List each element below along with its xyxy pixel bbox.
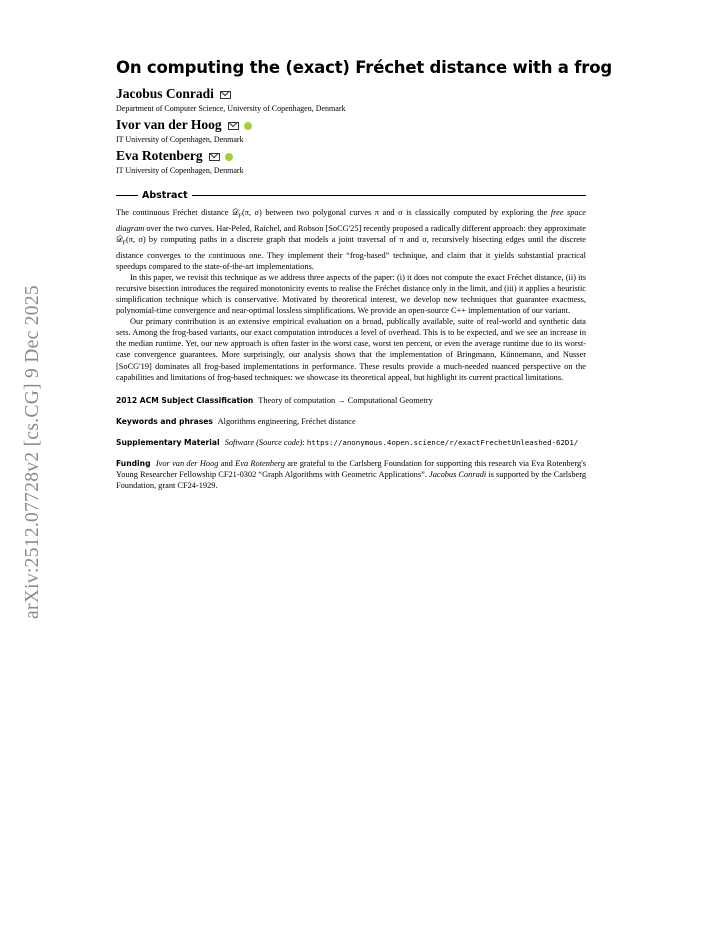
keywords-label: Keywords and phrases <box>116 416 213 426</box>
supplementary-material: Supplementary Material Software (Source code): https://anonymous.4open.science/r/exactFrechetUnleashed-62D1/ <box>116 437 579 447</box>
acm-value: Theory of computation → Computational Geometry <box>258 395 433 405</box>
author-block-2 <box>116 117 586 145</box>
arxiv-stamp <box>20 262 46 642</box>
orcid-icon[interactable] <box>225 153 233 161</box>
abstract-paragraph-3: Our primary contribution is an extensive empirical evaluation on a broad, publically available, suite of real-world and synthetic data sets. Among the frog-based variants, our exact computation introduces a level of overhead. This is to be expected, and we see an increase in the median runtime. Yet, our new approach is often faster in the worst case, worst ten percent, or even the average runtime due to its worst-case convergence guarantees. More surprisingly, our analysis shows that the implementation of Bringmann, Künnemann, and Nusser [SoCG'19] dominates all frog-based implementations in performance. These results provide a much-needed nuanced perspective on the capabilities and limitations of frog-based techniques: we showcase its theoretical appeal, but highlight its current practical limitations. <box>116 317 586 382</box>
author-name: Ivor van der Hoog <box>116 117 222 132</box>
author-affiliation: IT University of Copenhagen, Denmark <box>116 166 244 175</box>
supplementary-kind: Software (Source code) <box>224 437 303 447</box>
funding-label: Funding <box>116 459 151 468</box>
heading-rule <box>192 195 586 196</box>
abstract-heading <box>116 190 586 201</box>
acm-label: 2012 ACM Subject Classification <box>116 395 254 405</box>
supplementary-url-link[interactable]: https://anonymous.4open.science/r/exactFrechetUnleashed-62D1/ <box>306 437 579 447</box>
author-block-3 <box>116 148 586 176</box>
email-icon[interactable] <box>228 122 239 130</box>
author-affiliation: Department of Computer Science, University of Copenhagen, Denmark <box>116 104 346 113</box>
orcid-icon[interactable] <box>244 122 252 130</box>
paper-title: On computing the (exact) Fréchet distance with a frog <box>116 58 612 77</box>
acm-classification <box>116 395 586 406</box>
author-name: Eva Rotenberg <box>116 148 203 163</box>
paper-first-page <box>116 58 612 491</box>
keywords-value: Algorithms engineering, Fréchet distance <box>217 416 356 426</box>
supplementary-label: Supplementary Material <box>116 437 220 447</box>
abstract-paragraph-2: In this paper, we revisit this technique as we address three aspects of the paper: (i) it does not compute the exact Fréchet distance, (ii) its recursive bisection introduces the required monotonicity events to realise the Fréchet distance only in the limit, and (iii) it applies a heuristic simplification technique which is conservative. Motivated by theoretical interest, we develop new techniques that guarantee exactness, polynomial-time convergence and near-optimal lossless simplifications. We provide an open-source C++ implementation of our variant. <box>116 272 586 316</box>
author-affiliation: IT University of Copenhagen, Denmark <box>116 135 244 144</box>
keywords <box>116 416 586 427</box>
email-icon[interactable] <box>220 91 231 99</box>
abstract-paragraph-1: The continuous Fréchet distance 𝒟$_F$(π, σ) between two polygonal curves π and σ is classically computed by exploring the free space diagram over the two curves. Har-Peled, Raichel, and Robson [SoCG'25] recently proposed a radically different approach: they approximate 𝒟$_F$(π, σ) by computing paths in a discrete graph that models a joint traversal of π and σ, recursively bisecting edges until the discrete distance converges to the continuous one. They implement their “frog-based” technique, and claim that it yields substantial practical speedups compared to the state-of-the-art implementations. <box>116 208 586 271</box>
author-block-1 <box>116 86 586 114</box>
funding: Funding Ivor van der Hoog and Eva Rotenberg are grateful to the Carlsberg Foundation for supporting this research via Eva Rotenberg's Young Researcher Fellowship CF21-0302 “Graph Algorithms with Geometric Applications”. Jacobus Conradi is supported by the Carlsberg Foundation, grant CF24-1929. <box>116 459 587 491</box>
email-icon[interactable] <box>209 153 220 161</box>
author-name: Jacobus Conradi <box>116 86 214 101</box>
heading-rule <box>116 195 138 196</box>
abstract-heading-text: Abstract <box>142 190 188 201</box>
arxiv-identifier: arXiv:2512.07728v2 [cs.CG] 9 Dec 2025 <box>22 285 44 619</box>
